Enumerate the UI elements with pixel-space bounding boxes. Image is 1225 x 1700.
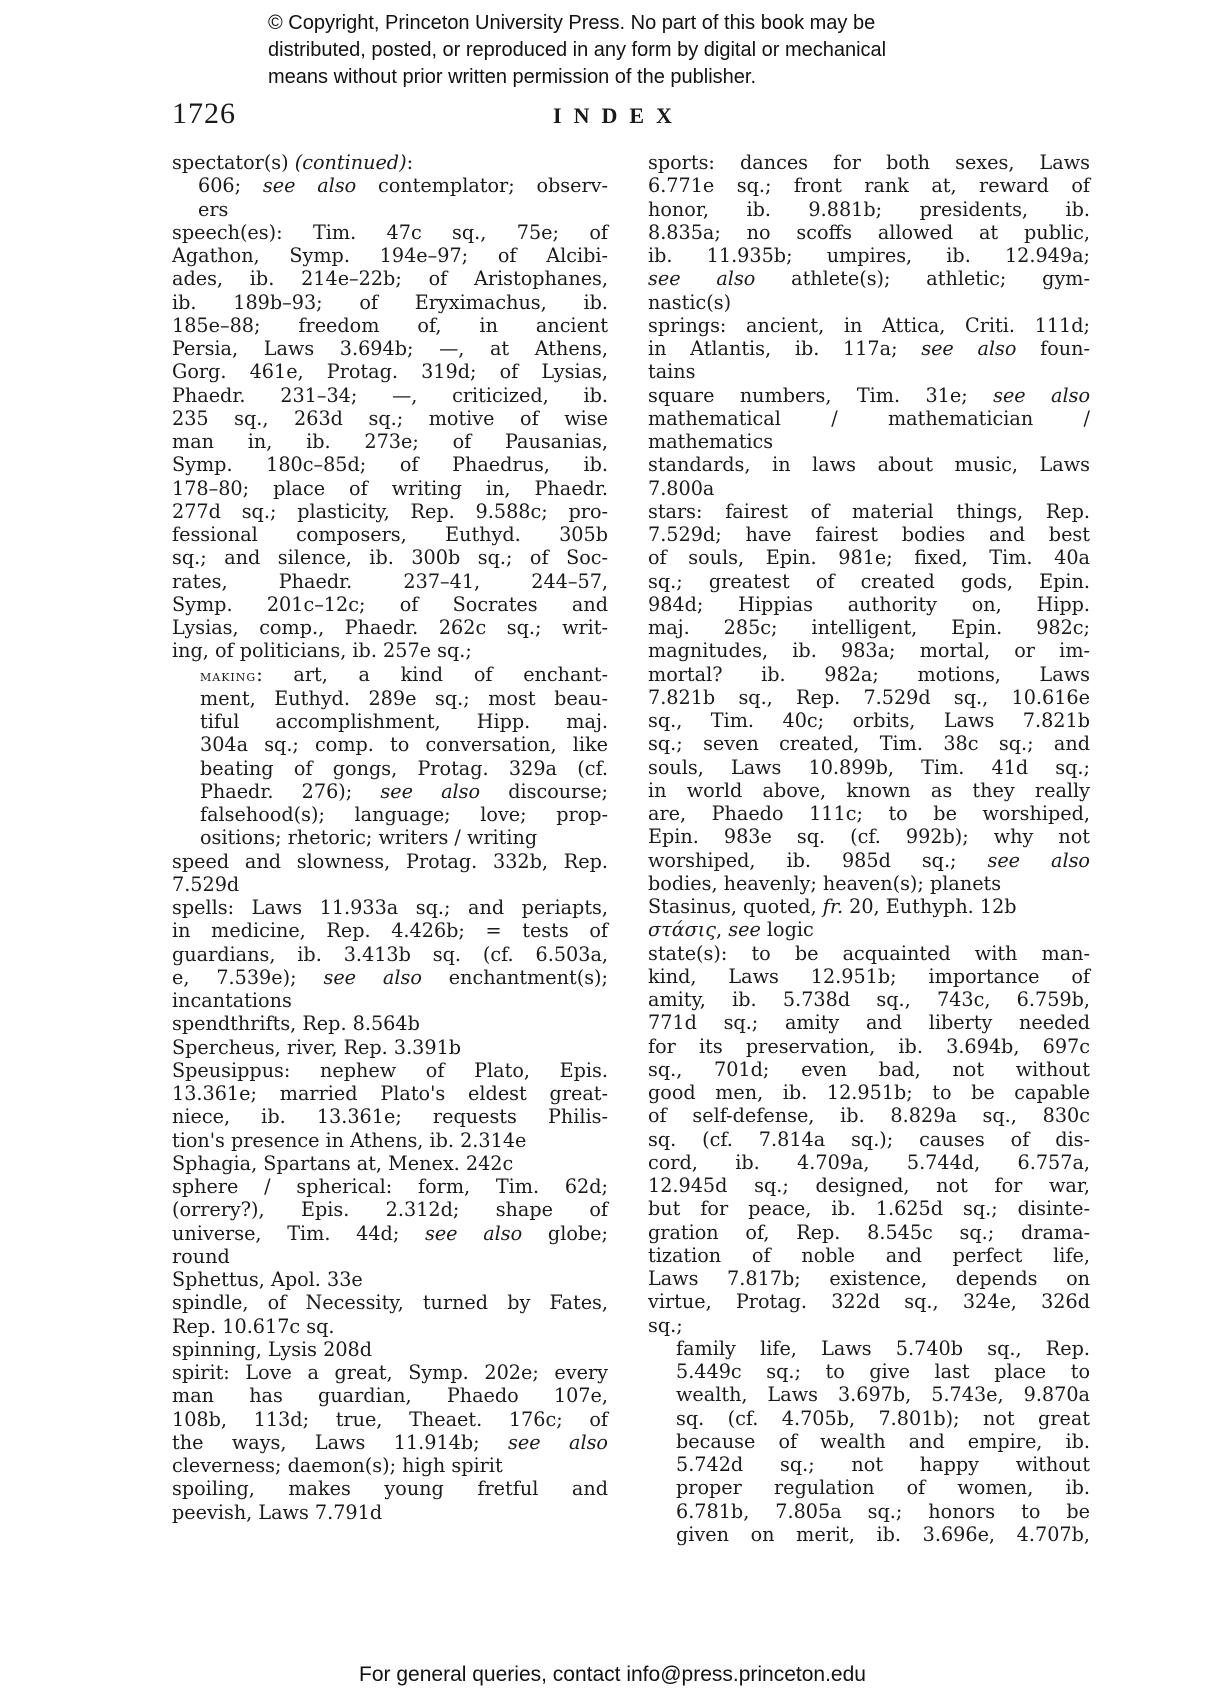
index-entry: Stasinus, quoted, fr. 20, Euthyph. 12b xyxy=(648,895,1017,918)
index-subentry: family life, Laws 5.740b sq., Rep. 5.449c sq.; to give last place to wealth, Laws 3.697b, 5.743e, 9.870a sq. (cf. 4.705b, 7.801b); not great because of wealth and empire, ib. 5.742d sq.; not happy without proper regulation of women, ib. 6.781b, 7.805a sq.; honors to be given on merit, ib. 3.696e, 4.707b, xyxy=(676,1336,1090,1546)
index-entry: spectator(s) (continued): xyxy=(172,151,414,174)
index-entry: Sphettus, Apol. 33e xyxy=(172,1268,363,1291)
index-entry: Speusippus: nephew of Plato, Epis. 13.361e; married Plato's eldest great- niece, ib. 13.361e; requests Philis- tion's presence in Athens, ib. 2.314e xyxy=(172,1058,608,1152)
index-entry: Spercheus, river, Rep. 3.391b xyxy=(172,1035,462,1059)
index-entry: sphere / spherical: form, Tim. 62d; (orrery?), Epis. 2.312d; shape of universe, Tim. 44d; see also globe; round xyxy=(172,1175,608,1268)
index-entry: square numbers, Tim. 31e; see also mathematical / mathematician / mathematics xyxy=(648,383,1090,453)
index-entry: springs: ancient, in Attica, Criti. 111d; in Atlantis, ib. 117a; see also foun- tains xyxy=(648,313,1090,384)
copyright-line: © Copyright, Princeton University Press. No part of this book may be xyxy=(268,12,876,34)
index-entry: spoiling, makes young fretful and peevish, Laws 7.791d xyxy=(172,1477,608,1524)
index-entry: 606; see also contemplator; observ- ers xyxy=(198,174,609,221)
index-entry: spells: Laws 11.933a sq.; and periapts, in medicine, Rep. 4.426b; = tests of guardians, ib. 3.413b sq. (cf. 6.503a, e, 7.539e); see also enchantment(s); incantations xyxy=(172,896,608,1012)
running-head: INDEX xyxy=(553,103,684,128)
copyright-line: means without prior written permission of the publisher. xyxy=(268,66,757,88)
index-column-right xyxy=(648,151,1090,1546)
index-entry: spirit: Love a great, Symp. 202e; every man has guardian, Phaedo 107e, 108b, 113d; true, Theaet. 176c; of the ways, Laws 11.914b; see also cleverness; daemon(s); high spirit xyxy=(172,1361,608,1477)
index-entry: speed and slowness, Protag. 332b, Rep. 7.529d xyxy=(172,849,608,896)
index-entry: speech(es): Tim. 47c sq., 75e; of Agathon, Symp. 194e–97; of Alcibi- ades, ib. 214e–22b; of Aristophanes, ib. 189b–93; of Eryximachus, ib. 185e–88; freedom of, in ancient Persia, Laws 3.694b; —, at Athens, Gorg. 461e, Protag. 319d; of Lysias, Phaedr. 231–34; —, criticized, ib. 235 sq., 263d sq.; motive of wise man in, ib. 273e; of Pausanias, Symp. 180c–85d; of Phaedrus, ib. 178–80; place of writing in, Phaedr. 277d sq.; plasticity, Rep. 9.588c; pro- fessional composers, Euthyd. 305b sq.; and silence, ib. 300b sq.; of Soc- rates, Phaedr. 237–41, 244–57, Symp. 201c–12c; of Socrates and Lysias, comp., Phaedr. 262c sq.; writ- ing, of politicians, ib. 257e sq.; xyxy=(172,220,608,663)
copyright-line: distributed, posted, or reproduced in any form by digital or mechanical xyxy=(268,39,887,61)
index-entry: standards, in laws about music, Laws 7.800a xyxy=(648,453,1090,500)
copyright-notice xyxy=(268,10,1028,91)
index-entry: state(s): to be acquainted with man- kind, Laws 12.951b; importance of amity, ib. 5.738d sq., 743c, 6.759b, 771d sq.; amity and liberty needed for its preservation, ib. 3.694b, 697c sq., 701d; even bad, not without good men, ib. 12.951b; to be capable of self-defense, ib. 8.829a sq., 830c sq. (cf. 7.814a sq.); causes of dis- cord, ib. 4.709a, 5.744d, 6.757a, 12.945d sq.; designed, not for war, but for peace, ib. 1.625d sq.; disinte- gration of, Rep. 8.545c sq.; drama- tization of noble and perfect life, Laws 7.817b; existence, depends on virtue, Protag. 322d sq., 324e, 326d sq.; xyxy=(648,941,1090,1337)
index-entry: sports: dances for both sexes, Laws 6.771e sq.; front rank at, reward of honor, ib. 9.881b; presidents, ib. 8.835a; no scoffs allowed at public, ib. 11.935b; umpires, ib. 12.949a; see also athlete(s); athletic; gym- nastic(s) xyxy=(648,151,1090,314)
index-entry: spendthrifts, Rep. 8.564b xyxy=(172,1012,420,1036)
index-entry: spindle, of Necessity, turned by Fates, Rep. 10.617c sq. xyxy=(172,1291,608,1338)
index-column-left xyxy=(172,151,608,1524)
index-entry: Sphagia, Spartans at, Menex. 242c xyxy=(172,1151,514,1175)
footer-contact: For general queries, contact info@press.princeton.edu xyxy=(359,1663,866,1686)
index-subentry: making: art, a kind of enchant- ment, Euthyd. 289e sq.; most beau- tiful accomplishment, Hipp. maj. 304a sq.; comp. to conversation, like beating of gongs, Protag. 329a (cf. Phaedr. 276); see also discourse; falsehood(s); language; love; prop- ositions; rhetoric; writers / writing xyxy=(200,662,608,850)
index-entry: stars: fairest of material things, Rep. 7.529d; have fairest bodies and best of souls, Epin. 981e; fixed, Tim. 40a sq.; greatest of created gods, Epin. 984d; Hippias authority on, Hipp. maj. 285c; intelligent, Epin. 982c; magnitudes, ib. 983a; mortal, or im- mortal? ib. 982a; motions, Laws 7.821b sq., Rep. 7.529d sq., 10.616e sq., Tim. 40c; orbits, Laws 7.821b sq.; seven created, Tim. 38c sq.; and souls, Laws 10.899b, Tim. 41d sq.; in world above, known as they really are, Phaedo 111c; to be worshiped, Epin. 983e sq. (cf. 992b); why not worshiped, ib. 985d sq.; see also bodies, heavenly; heaven(s); planets xyxy=(648,499,1090,895)
index-entry: spinning, Lysis 208d xyxy=(172,1337,373,1361)
page-number: 1726 xyxy=(172,97,236,130)
index-entry: στάσις, see logic xyxy=(648,918,814,942)
